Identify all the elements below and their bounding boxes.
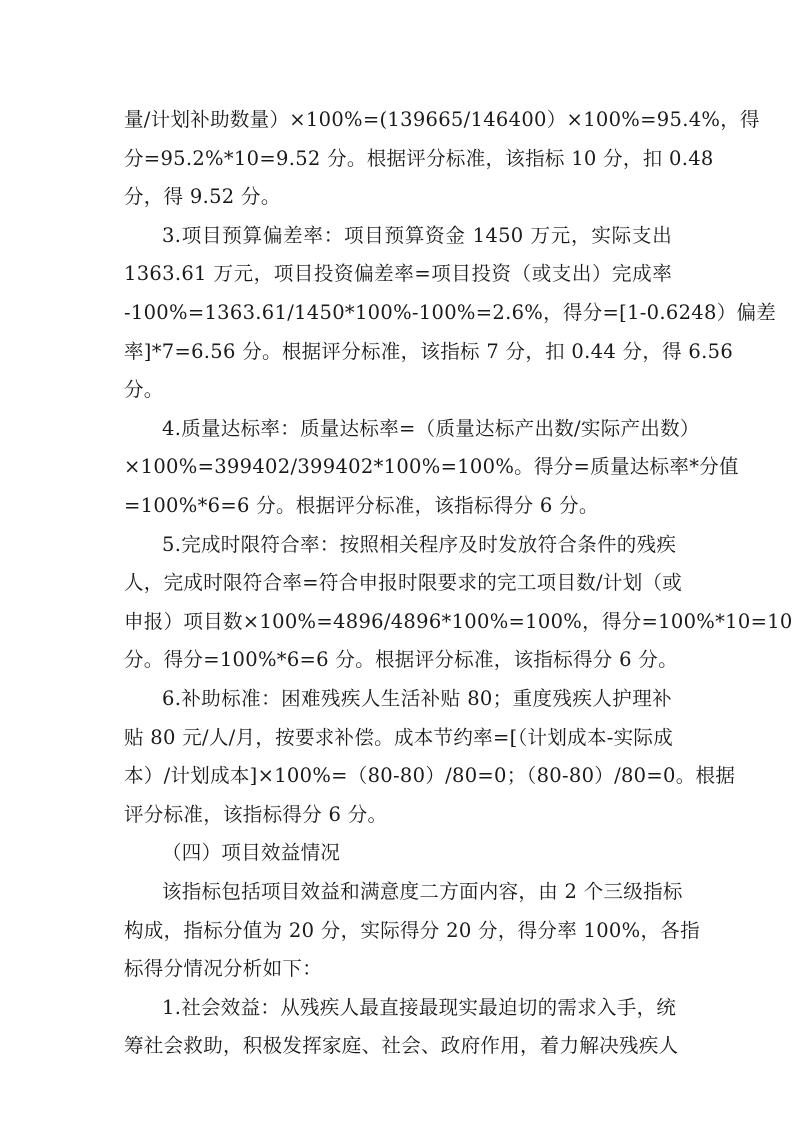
- text-line: 本）/计划成本]×100%=（80-80）/80=0；（80-80）/80=0。根据: [124, 764, 736, 788]
- text-line: 1.社会效益：从残疾人最直接最现实最迫切的需求入手，统: [162, 995, 677, 1019]
- text-line: 标得分情况分析如下：: [124, 957, 323, 981]
- text-line: 1363.61 万元，项目投资偏差率=项目投资（或支出）完成率: [124, 262, 672, 286]
- text-line: 申报）项目数×100%=4896/4896*100%=100%，得分=100%*10=10: [124, 609, 793, 633]
- text-line: 分。: [124, 378, 164, 402]
- text-line: 率]*7=6.56 分。根据评分标准，该指标 7 分，扣 0.44 分，得 6.56: [124, 339, 734, 363]
- text-line: 3.项目预算偏差率：项目预算资金 1450 万元，实际支出: [162, 223, 672, 247]
- text-line: =100%*6=6 分。根据评分标准，该指标得分 6 分。: [124, 494, 599, 517]
- text-line: 5.完成时限符合率：按照相关程序及时发放符合条件的残疾: [162, 532, 677, 556]
- text-line: 分，得 9.52 分。: [124, 185, 281, 209]
- text-line: -100%=1363.61/1450*100%-100%=2.6%，得分=[1-0.6248）偏差: [124, 301, 777, 324]
- text-line: 评分标准，该指标得分 6 分。: [124, 802, 388, 826]
- text-line: 贴 80 元/人/月，按要求补偿。成本节约率=[（计划成本-实际成: [124, 725, 674, 749]
- section-heading: （四）项目效益情况: [162, 841, 341, 865]
- text-line: 构成，指标分值为 20 分，实际得分 20 分，得分率 100%，各指: [124, 918, 700, 942]
- text-line: 6.补助标准：困难残疾人生活补贴 80；重度残疾人护理补: [162, 687, 672, 710]
- text-line: 4.质量达标率：质量达标率=（质量达标产出数/实际产出数）: [162, 416, 700, 440]
- text-line: 人，完成时限符合率=符合申报时限要求的完工项目数/计划（或: [124, 571, 683, 595]
- text-line: 量/计划补助数量）×100%=(139665/146400）×100%=95.4%，得: [124, 108, 760, 131]
- text-line: 分=95.2%*10=9.52 分。根据评分标准，该指标 10 分，扣 0.48: [124, 146, 714, 170]
- text-line: 该指标包括项目效益和满意度二方面内容，由 2 个三级指标: [162, 880, 683, 903]
- text-line: ×100%=399402/399402*100%=100%。得分=质量达标率*分值: [124, 455, 739, 479]
- text-line: 分。得分=100%*6=6 分。根据评分标准，该指标得分 6 分。: [124, 648, 678, 672]
- text-line: 筹社会救助，积极发挥家庭、社会、政府作用，着力解决残疾人: [124, 1034, 679, 1058]
